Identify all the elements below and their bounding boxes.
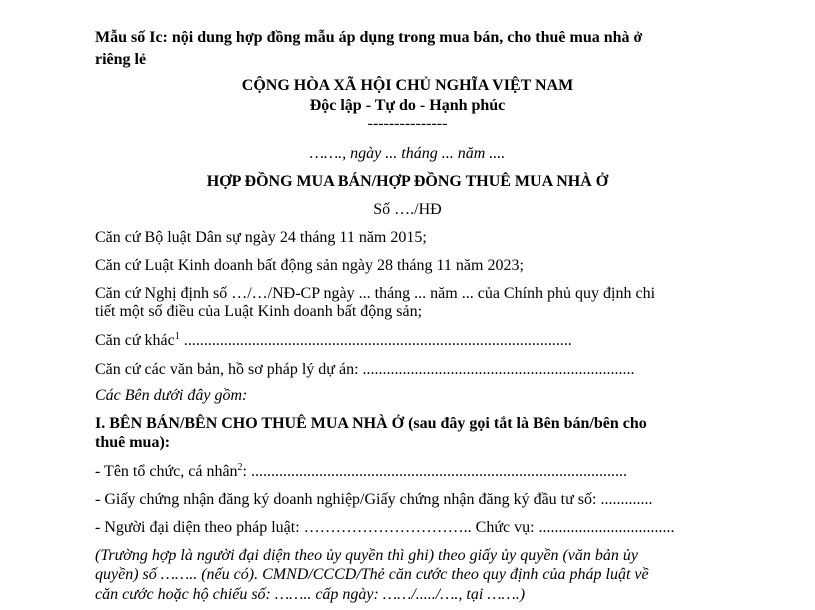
contract-number: Số …./HĐ [373, 201, 442, 218]
other-basis [95, 331, 572, 351]
footnote-1: 1 [174, 331, 180, 342]
form-title-line2: riêng lẻ [95, 51, 147, 68]
basis-real-estate-law: Căn cứ Luật Kinh doanh bất động sản ngày 28 tháng 11 năm 2023; [95, 257, 524, 274]
seller-note-line2: quyền) số …….. (nếu có). CMND/CCCD/Thẻ căn cước theo quy định của pháp luật về [95, 566, 649, 583]
basis-civil-code: Căn cứ Bộ luật Dân sự ngày 24 tháng 11 năm 2015; [95, 229, 427, 246]
seller-org-dots: : .............................................................................................. [242, 463, 627, 480]
seller-legal-rep: - Người đại diện theo pháp luật: ………………………….. Chức vụ: .................................. [95, 519, 675, 536]
country-name: CỘNG HÒA XÃ HỘI CHỦ NGHĨA VIỆT NAM [241, 77, 574, 94]
date-line: ……., ngày ... tháng ... năm .... [309, 145, 506, 162]
seller-note-line3: căn cước hoặc hộ chiếu số: …….. cấp ngày: ……/...../…., tại …….) [95, 586, 526, 603]
basis-decree-line2: tiết một số điều của Luật Kinh doanh bất động sản; [95, 303, 423, 320]
seller-org-label: - Tên tổ chức, cá nhân [95, 463, 238, 480]
parties-intro: Các Bên dưới đây gồm: [95, 387, 248, 404]
seller-business-cert: - Giấy chứng nhận đăng ký doanh nghiệp/Giấy chứng nhận đăng ký đầu tư số: ............. [95, 491, 653, 508]
other-basis-label: Căn cứ khác [95, 332, 175, 349]
seller-org-name [95, 462, 627, 482]
motto-divider: --------------- [367, 115, 448, 132]
basis-decree-line1: Căn cứ Nghị định số …/…/NĐ-CP ngày ... tháng ... năm ... của Chính phủ quy định chi [95, 285, 656, 302]
national-motto: Độc lập - Tự do - Hạnh phúc [309, 97, 506, 114]
seller-note-line1: (Trường hợp là người đại diện theo ủy quyền thì ghi) theo giấy ủy quyền (văn bản ủy [95, 547, 638, 564]
contract-title: HỢP ĐỒNG MUA BÁN/HỢP ĐỒNG THUÊ MUA NHÀ Ở [206, 173, 609, 190]
seller-heading-line2: thuê mua): [95, 434, 171, 451]
footnote-2: 2 [237, 462, 243, 473]
other-basis-dots: ................................................................................................. [179, 332, 572, 349]
seller-heading-line1: I. BÊN BÁN/BÊN CHO THUÊ MUA NHÀ Ở (sau đây gọi tắt là Bên bán/bên cho [95, 415, 647, 432]
legal-docs: Căn cứ các văn bản, hồ sơ pháp lý dự án: .................................................................... [95, 361, 635, 378]
form-title-line1: Mẫu số Ic: nội dung hợp đồng mẫu áp dụng trong mua bán, cho thuê mua nhà ở [95, 29, 643, 46]
